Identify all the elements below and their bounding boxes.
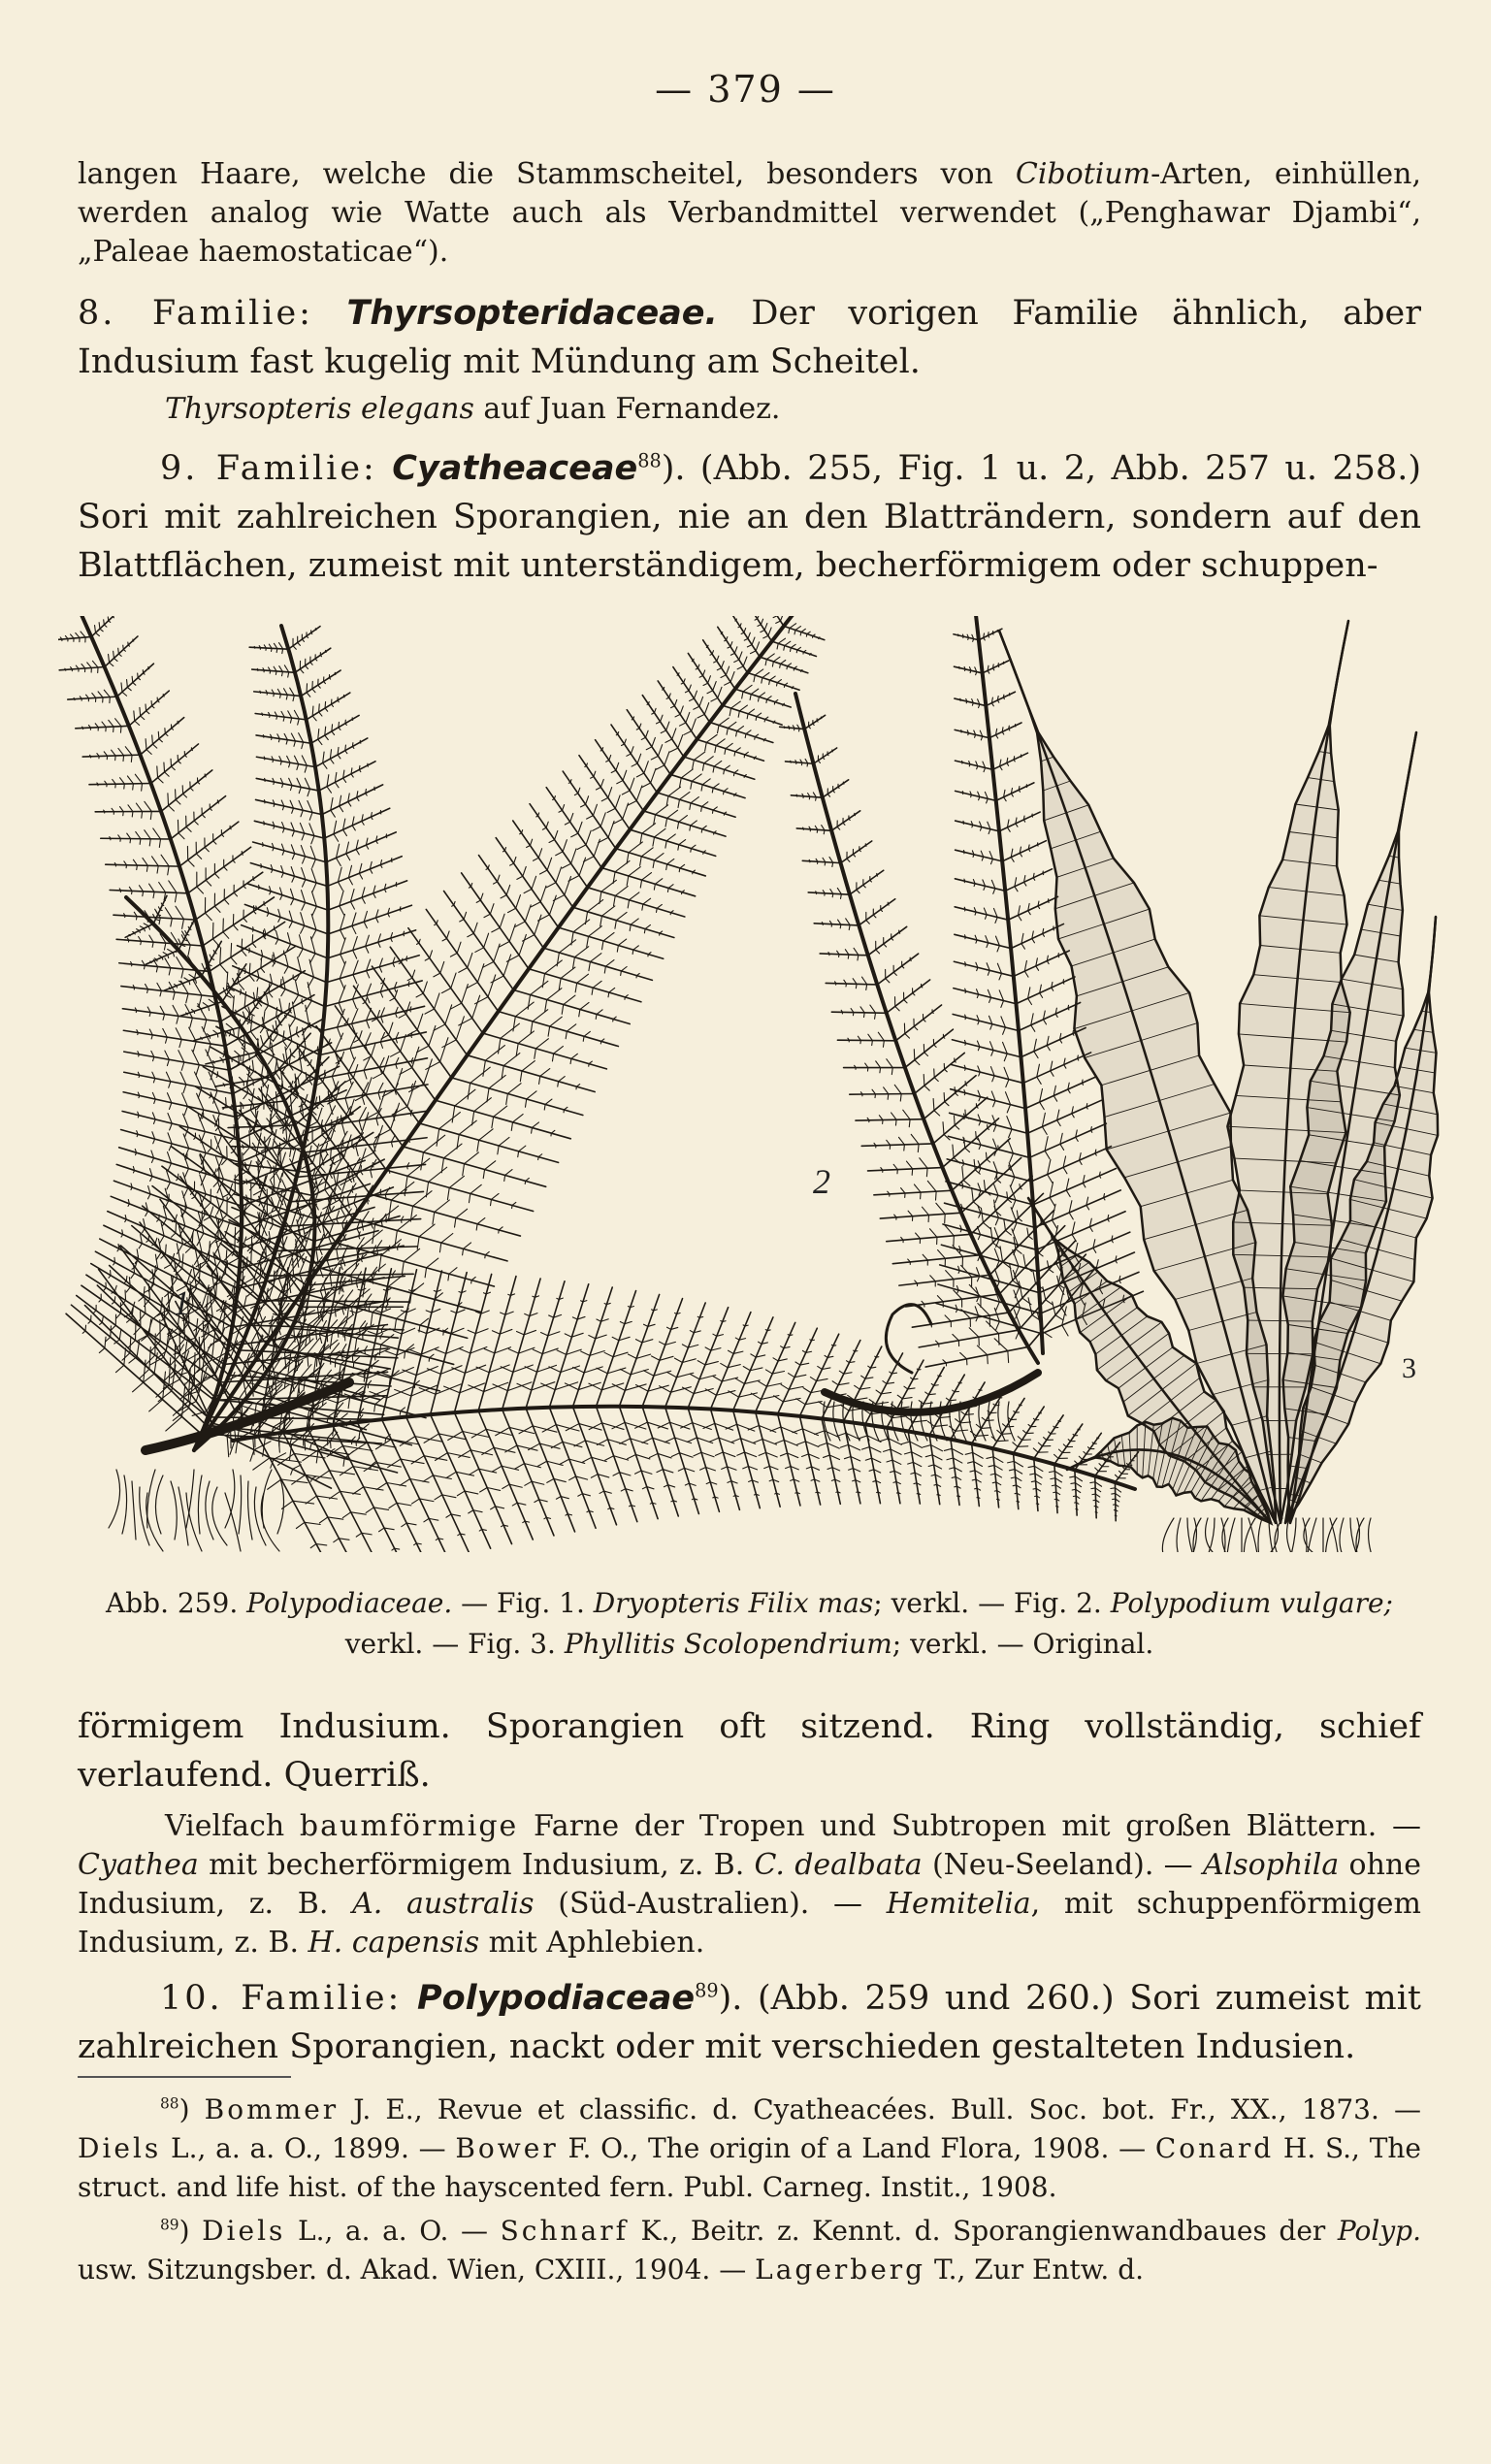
caption-original: ; verkl. — Original. [891,1628,1154,1660]
fn-author: Schnarf [500,2215,629,2247]
caption-abb: Abb. 259. [106,1587,247,1619]
continuation-paragraph: förmigem Indusium. Sporangien oft sitzend. Ring vollständig, schief verlaufend. Querriß. [78,1707,1421,1795]
caption-fig1: — Fig. 1. [452,1587,594,1619]
footnote-89-mark: 89 [160,2216,179,2234]
family-9-name: Cyatheaceae [392,449,638,488]
fn-author: Bower [455,2132,559,2164]
fn-text: L., a. a. O. — [285,2215,501,2247]
genera-text: mit Aphlebien. [479,1926,705,1960]
fn-text: ) [178,2215,203,2247]
species-a-australis: A. australis [352,1887,535,1921]
genera-text: Farne der Tropen und Subtropen mit großen Blättern. — [518,1809,1421,1843]
fn-author: Bommer [204,2093,340,2125]
fn-author: Conard [1154,2132,1275,2164]
caption-species-1: Dryopteris Filix mas [593,1587,874,1619]
footnote-89 [78,2212,1421,2289]
figure-label-1: 1 [173,1283,190,1322]
caption-fig3: verkl. — Fig. 3. [344,1628,565,1660]
figure-label-3: 3 [1402,1352,1416,1384]
family-10-name: Polypodiaceae [416,1979,696,2018]
fn-text: H. S., The struct. and life hist. of the hayscented fern. Publ. Carneg. Instit., 1908. [78,2132,1421,2203]
family-10-label: 10. Familie: [160,1979,403,2018]
caption-species-2: Polypodium vulgare; [1110,1587,1393,1619]
genera-paragraph [78,1807,1421,1962]
genus-cyathea: Cyathea [78,1848,199,1882]
family-9-paragraph [78,444,1421,590]
footnote-88-mark: 88 [160,2094,179,2113]
genera-text: ohne Indusium, z. B. [78,1848,1421,1921]
fern-illustration [58,616,1455,1552]
fn-author: Diels [78,2132,162,2164]
family-10-paragraph [78,1974,1421,2071]
intro-text: langen Haare, welche die Stammscheitel, besonders von [78,157,993,191]
family-8-example-locality: auf Juan Fernandez. [483,392,781,426]
footnote-ref-88: 88 [637,449,662,472]
family-8-example-species: Thyrsopteris elegans [165,392,474,426]
genera-text: , mit schuppenförmigem Indusium, z. B. [78,1887,1422,1960]
fn-genus: Polyp. [1337,2215,1422,2247]
intro-text-rest: -Arten, einhüllen, werden analog wie Watte auch als Verbandmittel verwendet („Penghawar Djambi“, „Paleae haemostaticae“). [78,157,1422,269]
genera-text: (Süd-Australien). — [534,1887,887,1921]
fn-text: usw. Sitzungsber. d. Akad. Wien, CXIII., 1904. — [78,2253,756,2286]
footnote-ref-89: 89 [695,1979,719,2002]
genus-hemitelia: Hemitelia [886,1887,1031,1921]
species-c-dealbata: C. dealbata [754,1848,923,1882]
family-10-text: ). (Abb. 259 und 260.) Sori zumeist mit zahlreichen Sporangien, nackt oder mit verschieden gestalteten Indusien. [78,1979,1421,2066]
intro-genus: Cibotium [1015,157,1151,191]
fn-text: K., Beitr. z. Kennt. d. Sporangienwandbaues der [628,2215,1338,2247]
genera-emph: baumförmige [299,1809,519,1843]
fn-text: L., a. a. O., 1899. — [161,2132,456,2164]
family-9-text: ). (Abb. 255, Fig. 1 u. 2, Abb. 257 u. 258.) Sori mit zahlreichen Sporangien, nie an den Blatträndern, sondern auf den Blattflächen, zumeist mit unterständigem, becherförmigem oder schuppen- [78,449,1421,585]
genera-text: (Neu-Seeland). — [922,1848,1203,1882]
genera-text: Vielfach [165,1809,300,1843]
caption-species-3: Phyllitis Scolopendrium [564,1628,892,1660]
footnote-rule [78,2076,291,2078]
family-8-text: Der vorigen Familie ähnlich, aber Indusium fast kugelig mit Mündung am Scheitel. [78,294,1421,381]
genus-alsophila: Alsophila [1202,1848,1340,1882]
fn-author: Diels [202,2215,286,2247]
figure-caption [78,1583,1421,1665]
page-number: — 379 — [655,68,836,111]
family-8-example [165,390,1421,429]
figure-label-2: 2 [813,1162,830,1201]
intro-paragraph [78,155,1421,272]
species-h-capensis: H. capensis [308,1926,480,1960]
caption-family: Polypodiaceae. [246,1587,453,1619]
fn-text: J. E., Revue et classific. d. Cyatheacées. Bull. Soc. bot. Fr., XX., 1873. — [339,2093,1422,2125]
family-8-name: Thyrsopteridaceae. [346,294,718,333]
fn-author: Lagerberg [755,2253,926,2286]
fn-text: ) [178,2093,205,2125]
fn-text: T., Zur Entw. d. [925,2253,1145,2286]
fn-text: F. O., The origin of a Land Flora, 1908. — [558,2132,1155,2164]
genera-text: mit becherförmigem Indusium, z. B. [198,1848,755,1882]
family-8-label: 8. Familie: [78,294,313,333]
family-8-paragraph [78,289,1421,386]
caption-fig2: ; verkl. — Fig. 2. [873,1587,1111,1619]
family-9-label: 9. Familie: [160,449,377,488]
footnote-88 [78,2091,1421,2207]
